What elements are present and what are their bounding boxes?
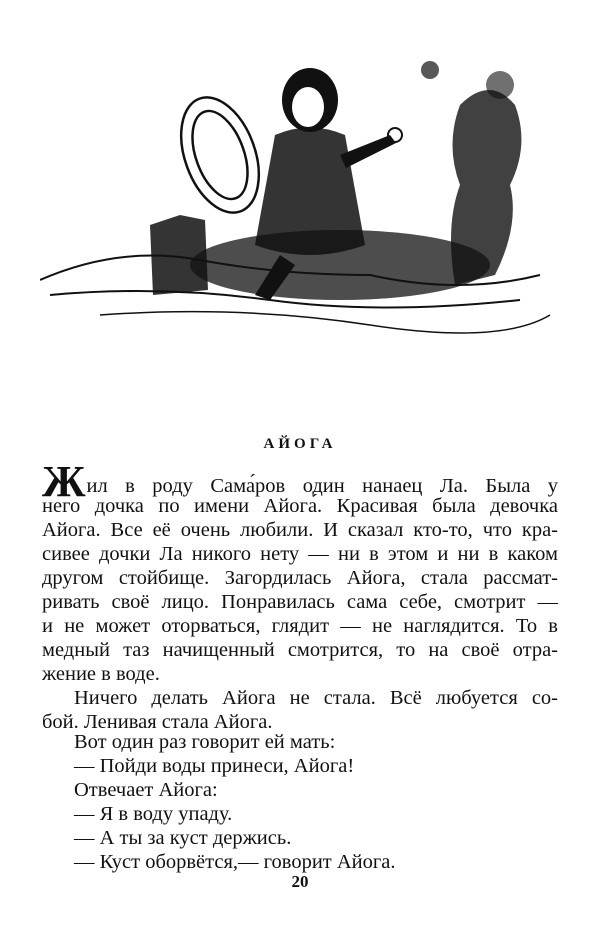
text-line: — Куст оборвётся,— говорит Айога.	[74, 851, 396, 873]
text-line: Айога. Все её очень любили. И сказал кто-то, что кра-	[42, 519, 558, 541]
text-line: медный таз начищенный смотрится, то на своё отра-	[42, 639, 558, 661]
text-line: и не может оторваться, глядит — не наглядится. То в	[42, 615, 558, 637]
text-line: него дочка по имени Айога́. Красивая была девочка	[42, 495, 558, 517]
page-number: 20	[291, 872, 309, 891]
text-line: бой. Ленивая стала Айога.	[42, 711, 273, 733]
text-line: — Я в воду упаду.	[74, 803, 233, 825]
text-line: Вот один раз говорит ей мать:	[74, 731, 336, 753]
text-line: сивее дочки Ла никого нету — ни в этом и ни в каком	[42, 543, 558, 565]
text-line: Отвечает Айога:	[74, 779, 218, 801]
story-title: АЙОГА	[263, 436, 337, 452]
text-line: Ничего делать Айога не стала. Всё любуется со-	[74, 687, 558, 709]
text-line: — Пойди воды принеси, Айога!	[74, 755, 355, 777]
text-line: ривать своё лицо. Понравилась сама себе, смотрит —	[42, 591, 558, 613]
text-line-content: ил в роду Сама́ров один нанаец Ла. Была у	[86, 475, 558, 497]
drop-cap: Ж	[42, 457, 86, 506]
illustration-girl-with-basin	[40, 45, 565, 335]
text-line: — А ты за куст держись.	[74, 827, 292, 849]
text-line: другом стойбище. Загордилась Айога, стала рассмат-	[42, 567, 558, 589]
text-line: жение в воде.	[42, 663, 160, 685]
